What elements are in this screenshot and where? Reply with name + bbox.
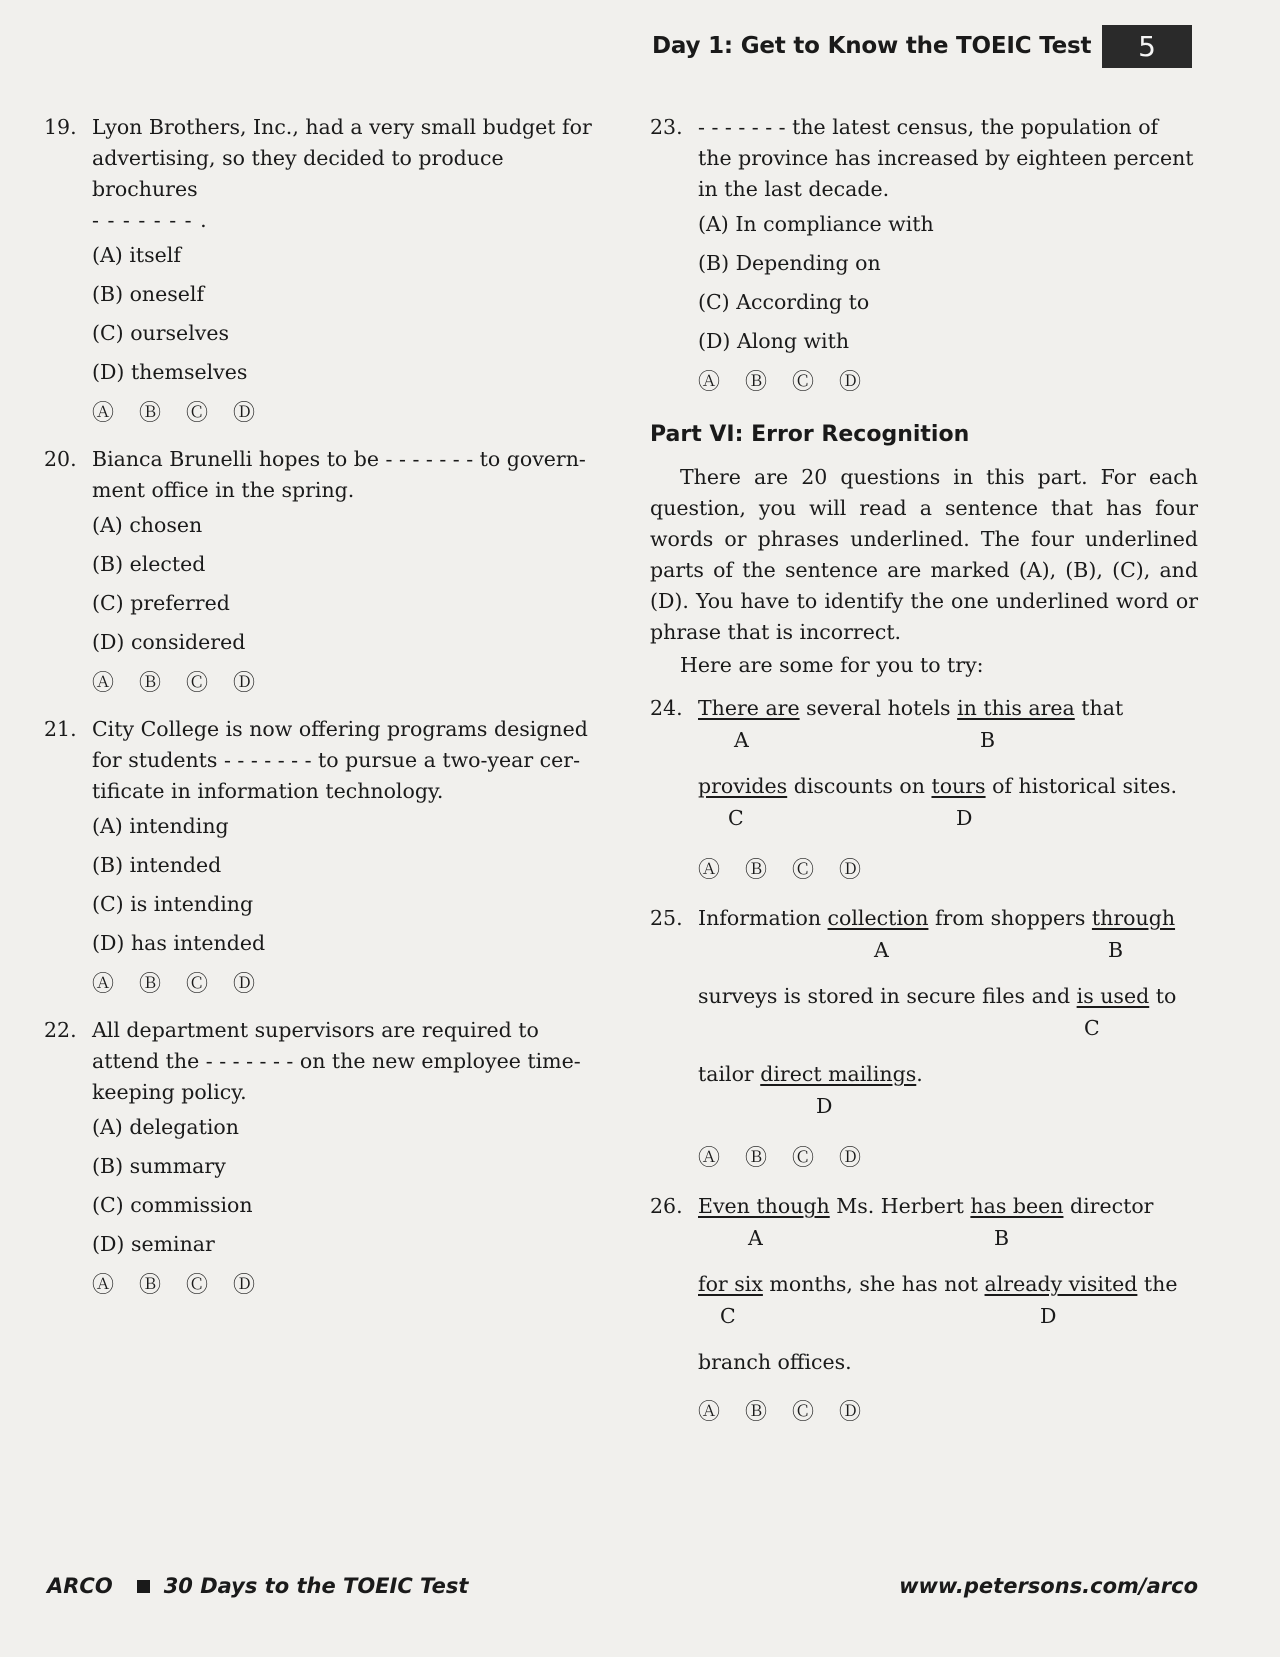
- question-text: - - - - - - - the latest census, the population of the province has increased by eighteen percent in the last decade.: [698, 115, 1194, 201]
- square-bullet-icon: [137, 1580, 150, 1593]
- choice-c: (C) is intending: [92, 892, 254, 916]
- bubble-c[interactable]: Ⓒ: [792, 370, 819, 395]
- text-segment: of historical sites.: [985, 774, 1178, 798]
- bubble-b[interactable]: Ⓑ: [745, 370, 772, 395]
- bubble-b[interactable]: Ⓑ: [139, 401, 166, 426]
- text-segment: Ms. Herbert: [829, 1194, 971, 1218]
- bubble-c[interactable]: Ⓒ: [792, 858, 819, 883]
- question-text: Lyon Brothers, Inc., had a very small budget for advertising, so they decided to produce brochures: [92, 115, 592, 201]
- bubble-b[interactable]: Ⓑ: [139, 972, 166, 997]
- bubble-a[interactable]: Ⓐ: [92, 401, 119, 426]
- bubble-c[interactable]: Ⓒ: [186, 972, 213, 997]
- question-number: 19.: [44, 115, 77, 139]
- bubble-b[interactable]: Ⓑ: [139, 671, 166, 696]
- answer-bubbles: [92, 965, 592, 1005]
- question-number: 21.: [44, 717, 77, 741]
- bubble-a[interactable]: Ⓐ: [92, 1273, 119, 1298]
- bubble-a[interactable]: Ⓐ: [698, 1146, 725, 1171]
- choice-c: (C) According to: [698, 290, 870, 314]
- bubble-b[interactable]: Ⓑ: [139, 1273, 166, 1298]
- bubble-a[interactable]: Ⓐ: [92, 972, 119, 997]
- bubble-d[interactable]: Ⓓ: [233, 671, 260, 696]
- choice-a: (A) delegation: [92, 1115, 239, 1139]
- label-a: A: [874, 938, 889, 962]
- choice-d: (D) seminar: [92, 1232, 215, 1256]
- bubble-d[interactable]: Ⓓ: [839, 858, 866, 883]
- label-d: D: [816, 1094, 833, 1118]
- underlined-b: has been: [970, 1194, 1064, 1218]
- left-column: [44, 112, 592, 1306]
- choice-b: (B) Depending on: [698, 251, 881, 275]
- question-number: 22.: [44, 1018, 77, 1042]
- label-b: B: [994, 1226, 1010, 1250]
- label-b: B: [1108, 938, 1124, 962]
- question-25: [650, 903, 1198, 1179]
- underlined-b: through: [1091, 906, 1176, 930]
- question-text: City College is now offering programs designed for students - - - - - - - to pursue a two-year cer- tificate in information technology.: [92, 717, 588, 803]
- question-text: Bianca Brunelli hopes to be - - - - - - - to govern- ment office in the spring.: [92, 447, 586, 502]
- underlined-c: is used: [1076, 984, 1150, 1008]
- question-text-end: branch offices.: [698, 1350, 852, 1374]
- bubble-a[interactable]: Ⓐ: [698, 370, 725, 395]
- page-number: 5: [1102, 25, 1192, 68]
- answer-bubbles: [92, 394, 592, 434]
- underlined-d: tours: [931, 774, 986, 798]
- question-24: [650, 693, 1198, 891]
- choice-a: (A) intending: [92, 814, 229, 838]
- footer-book-title: 30 Days to the TOEIC Test: [163, 1574, 469, 1598]
- bubble-b[interactable]: Ⓑ: [745, 1400, 772, 1425]
- text-segment: .: [916, 1062, 923, 1086]
- label-d: D: [1040, 1304, 1057, 1328]
- text-segment: Information: [698, 906, 828, 930]
- label-b: B: [980, 728, 996, 752]
- underlined-b: in this area: [957, 696, 1075, 720]
- section-heading: Part VI: Error Recognition: [650, 422, 970, 447]
- bubble-c[interactable]: Ⓒ: [186, 1273, 213, 1298]
- bubble-a[interactable]: Ⓐ: [698, 1400, 725, 1425]
- label-c: C: [1084, 1016, 1100, 1040]
- question-number: 20.: [44, 447, 77, 471]
- answer-bubbles: [698, 363, 1198, 403]
- bubble-d[interactable]: Ⓓ: [233, 972, 260, 997]
- choice-c: (C) commission: [92, 1193, 253, 1217]
- question-number: 25.: [650, 906, 683, 930]
- answer-bubbles: [92, 664, 592, 704]
- bubble-c[interactable]: Ⓒ: [186, 401, 213, 426]
- answer-bubbles: [698, 1139, 1198, 1179]
- question-20: [44, 444, 592, 704]
- choice-d: (D) themselves: [92, 360, 248, 384]
- running-header: Day 1: Get to Know the TOEIC Test: [652, 33, 1092, 59]
- choice-b: (B) oneself: [92, 282, 205, 306]
- bubble-d[interactable]: Ⓓ: [839, 370, 866, 395]
- text-segment: several hotels: [799, 696, 958, 720]
- choice-a: (A) In compliance with: [698, 212, 934, 236]
- choice-d: (D) Along with: [698, 329, 850, 353]
- question-blank: - - - - - - - .: [92, 208, 208, 232]
- question-text: All department supervisors are required to attend the - - - - - - - on the new employee time-keeping policy.: [92, 1018, 581, 1104]
- underlined-a: Even though: [698, 1194, 830, 1218]
- question-22: [44, 1015, 592, 1306]
- section-try-prompt: Here are some for you to try:: [680, 653, 984, 677]
- text-segment: months, she has not: [762, 1272, 985, 1296]
- bubble-c[interactable]: Ⓒ: [792, 1146, 819, 1171]
- underlined-d: direct mailings: [760, 1062, 917, 1086]
- bubble-d[interactable]: Ⓓ: [233, 401, 260, 426]
- question-19: [44, 112, 592, 434]
- section-intro: There are 20 questions in this part. For each question, you will read a sentence that has four words or phrases underlined. The four underlined parts of the sentence are marked (A), (B), (C), and (D). You have to identify the one underlined word or phrase that is incorrect.: [650, 465, 1198, 644]
- bubble-d[interactable]: Ⓓ: [233, 1273, 260, 1298]
- answer-bubbles: [92, 1266, 592, 1306]
- question-26: [650, 1191, 1198, 1433]
- choice-b: (B) intended: [92, 853, 222, 877]
- text-segment: the: [1137, 1272, 1178, 1296]
- footer-brand: ARCO: [47, 1574, 113, 1598]
- choice-d: (D) considered: [92, 630, 246, 654]
- text-segment: that: [1074, 696, 1124, 720]
- bubble-b[interactable]: Ⓑ: [745, 858, 772, 883]
- text-segment: tailor: [698, 1062, 761, 1086]
- choice-b: (B) summary: [92, 1154, 226, 1178]
- choice-c: (C) preferred: [92, 591, 230, 615]
- text-segment: from shoppers: [928, 906, 1092, 930]
- footer-left: [47, 1574, 468, 1598]
- question-21: [44, 714, 592, 1005]
- choice-a: (A) chosen: [92, 513, 203, 537]
- text-segment: to: [1149, 984, 1177, 1008]
- underlined-c: for six: [698, 1272, 763, 1296]
- text-segment: surveys is stored in secure files and: [698, 984, 1077, 1008]
- answer-bubbles: [698, 851, 1198, 891]
- footer-url[interactable]: www.petersons.com/arco: [899, 1574, 1198, 1598]
- underlined-a: collection: [827, 906, 929, 930]
- bubble-c[interactable]: Ⓒ: [186, 671, 213, 696]
- choice-a: (A) itself: [92, 243, 181, 267]
- underlined-d: already visited: [984, 1272, 1138, 1296]
- underlined-c: provides: [698, 774, 788, 798]
- label-d: D: [956, 806, 973, 830]
- bubble-b[interactable]: Ⓑ: [745, 1146, 772, 1171]
- bubble-a[interactable]: Ⓐ: [92, 671, 119, 696]
- choice-c: (C) ourselves: [92, 321, 229, 345]
- question-number: 23.: [650, 115, 683, 139]
- text-segment: director: [1063, 1194, 1154, 1218]
- choice-d: (D) has intended: [92, 931, 266, 955]
- right-column: [650, 112, 1198, 1433]
- answer-bubbles: [698, 1393, 1198, 1433]
- question-number: 24.: [650, 696, 683, 720]
- choice-b: (B) elected: [92, 552, 206, 576]
- bubble-d[interactable]: Ⓓ: [839, 1400, 866, 1425]
- bubble-c[interactable]: Ⓒ: [792, 1400, 819, 1425]
- label-a: A: [734, 728, 749, 752]
- bubble-d[interactable]: Ⓓ: [839, 1146, 866, 1171]
- label-c: C: [728, 806, 744, 830]
- label-a: A: [748, 1226, 763, 1250]
- question-number: 26.: [650, 1194, 683, 1218]
- bubble-a[interactable]: Ⓐ: [698, 858, 725, 883]
- text-segment: discounts on: [787, 774, 932, 798]
- label-c: C: [720, 1304, 736, 1328]
- question-23: [650, 112, 1198, 403]
- underlined-a: There are: [698, 696, 800, 720]
